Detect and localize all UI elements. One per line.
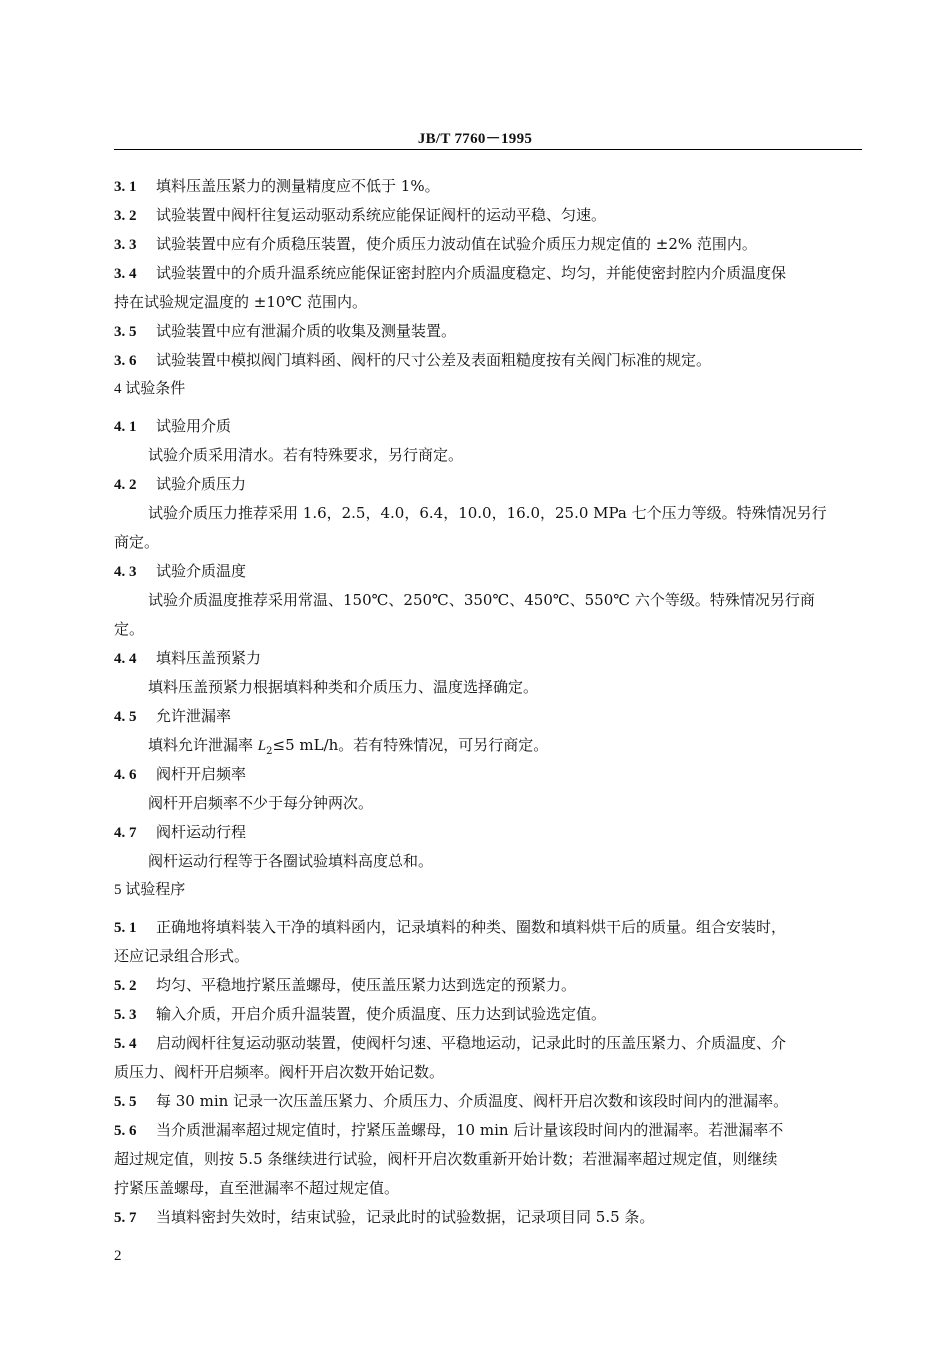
clause-5-4-cont: 质压力、阀杆开启频率。阀杆开启次数开始记数。	[114, 1063, 445, 1081]
clause-4-2-body: 试验介质压力推荐采用 1.6，2.5，4.0，6.4，10.0，16.0，25.0 MPa 七个压力等级。特殊情况另行	[148, 504, 827, 522]
clause-3-2: 3. 2 试验装置中阀杆往复运动驱动系统应能保证阀杆的运动平稳、匀速。	[114, 206, 607, 224]
clause-3-4-cont: 持在试验规定温度的 ±10℃ 范围内。	[114, 293, 367, 311]
clause-5-6: 5. 6 当介质泄漏率超过规定值时，拧紧压盖螺母，10 min 后计量该段时间内的泄漏率。若泄漏率不	[114, 1121, 784, 1139]
document-body	[114, 172, 862, 1232]
clause-4-4-title: 4. 4 填料压盖预紧力	[114, 649, 262, 667]
clause-3-4: 3. 4 试验装置中的介质升温系统应能保证密封腔内介质温度稳定、均匀，并能使密封腔内介质温度保	[114, 264, 787, 282]
clause-4-3-title: 4. 3 试验介质温度	[114, 562, 247, 580]
clause-4-1-title: 4. 1 试验用介质	[114, 417, 232, 435]
clause-4-5-title: 4. 5 允许泄漏率	[114, 707, 232, 725]
clause-4-3-body: 试验介质温度推荐采用常温、150℃、250℃、350℃、450℃、550℃ 六个等级。特殊情况另行商	[148, 591, 815, 609]
clause-5-2: 5. 2 均匀、平稳地拧紧压盖螺母，使压盖压紧力达到选定的预紧力。	[114, 976, 577, 994]
clause-4-7-body: 阀杆运动行程等于各圈试验填料高度总和。	[148, 852, 434, 870]
clause-5-6-cont-2: 拧紧压盖螺母，直至泄漏率不超过规定值。	[114, 1179, 400, 1197]
clause-5-5: 5. 5 每 30 min 记录一次压盖压紧力、介质压力、介质温度、阀杆开启次数和该段时间内的泄漏率。	[114, 1092, 789, 1110]
clause-4-5-body: 填料允许泄漏率 $L_2\le 5$ mL/h。若有特殊情况，可另行商定。	[148, 736, 549, 757]
clause-4-4-body: 填料压盖预紧力根据填料种类和介质压力、温度选择确定。	[148, 678, 539, 696]
header-rule	[114, 149, 862, 150]
clause-4-2-title: 4. 2 试验介质压力	[114, 475, 247, 493]
section-5-heading: 5 试验程序	[114, 882, 186, 898]
section-4-heading: 4 试验条件	[114, 381, 186, 397]
clause-4-7-title: 4. 7 阀杆运动行程	[114, 823, 247, 841]
clause-3-6: 3. 6 试验装置中模拟阀门填料函、阀杆的尺寸公差及表面粗糙度按有关阀门标准的规定。	[114, 351, 712, 369]
clause-3-3: 3. 3 试验装置中应有介质稳压装置，使介质压力波动值在试验介质压力规定值的 ±2% 范围内。	[114, 235, 757, 253]
clause-4-2-cont: 商定。	[114, 533, 160, 551]
clause-4-3-cont: 定。	[114, 620, 145, 638]
clause-5-3: 5. 3 输入介质，开启介质升温装置，使介质温度、压力达到试验选定值。	[114, 1005, 607, 1023]
clause-5-6-cont-1: 超过规定值，则按 5.5 条继续进行试验，阀杆开启次数重新开始计数；若泄漏率超过规定值，则继续	[114, 1150, 778, 1168]
clause-4-6-title: 4. 6 阀杆开启频率	[114, 765, 247, 783]
standard-number-header: JB/T 7760－1995	[417, 131, 533, 147]
clause-5-1: 5. 1 正确地将填料装入干净的填料函内，记录填料的种类、圈数和填料烘干后的质量。组合安装时，	[114, 918, 787, 936]
clause-5-1-cont: 还应记录组合形式。	[114, 947, 250, 965]
clause-3-5: 3. 5 试验装置中应有泄漏介质的收集及测量装置。	[114, 322, 457, 340]
clause-5-7: 5. 7 当填料密封失效时，结束试验，记录此时的试验数据，记录项目同 5.5 条。	[114, 1208, 655, 1226]
clause-4-1-body: 试验介质采用清水。若有特殊要求，另行商定。	[148, 446, 464, 464]
clause-3-1: 3. 1 填料压盖压紧力的测量精度应不低于 1%。	[114, 177, 440, 195]
page-number: 2	[114, 1248, 122, 1264]
clause-5-4: 5. 4 启动阀杆往复运动驱动装置，使阀杆匀速、平稳地运动，记录此时的压盖压紧力、介质温度、介	[114, 1034, 787, 1052]
clause-4-6-body: 阀杆开启频率不少于每分钟两次。	[148, 794, 374, 812]
